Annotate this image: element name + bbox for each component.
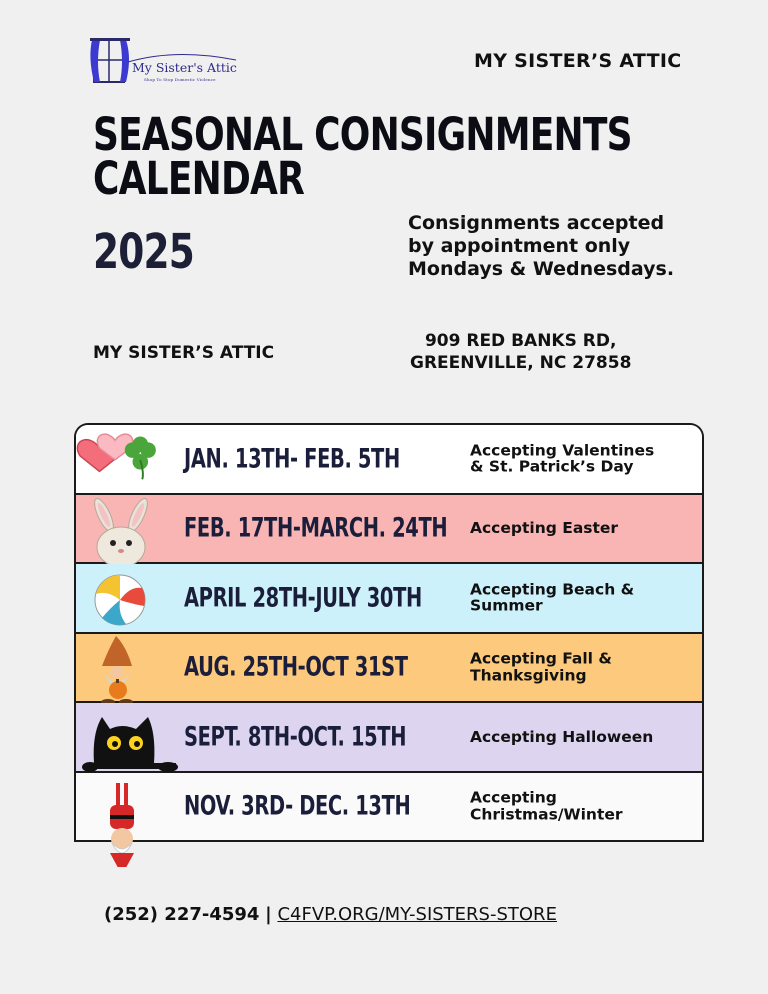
page-title <box>93 108 632 206</box>
window-curtain-icon <box>86 38 136 86</box>
category-line-1: Accepting Halloween <box>470 727 654 746</box>
category-line-1: Accepting Beach & <box>470 580 635 599</box>
appointment-note <box>408 212 674 280</box>
footer <box>104 904 557 925</box>
category-text <box>470 651 612 684</box>
note-line-1: Consignments accepted <box>408 212 665 234</box>
calendar-row-halloween <box>76 703 702 773</box>
category-line-2: Summer <box>470 596 543 615</box>
date-range: SEPT. 8TH-OCT. 15TH <box>184 721 407 753</box>
category-text <box>470 442 654 475</box>
calendar-row-fall <box>76 634 702 704</box>
category-text <box>470 729 653 745</box>
santa-icon <box>80 771 170 867</box>
phone-number[interactable]: (252) 227-4594 <box>104 904 260 925</box>
category-line-1: Accepting Fall & <box>470 649 612 668</box>
category-line-1: Accepting <box>470 788 557 807</box>
category-text <box>470 581 634 614</box>
address-line-2: GREENVILLE, NC 27858 <box>410 352 632 373</box>
black-cat-icon <box>82 703 182 775</box>
title-line-1: SEASONAL CONSIGNMENTS <box>93 108 632 161</box>
address <box>410 331 631 375</box>
consignment-calendar <box>74 423 704 842</box>
calendar-row-christmas <box>76 773 702 843</box>
beach-ball-icon <box>80 564 170 636</box>
category-line-2: Thanksgiving <box>470 666 587 685</box>
gnome-icon <box>80 630 170 706</box>
category-text <box>470 520 618 536</box>
store-name: MY SISTER’S ATTIC <box>93 343 275 363</box>
date-range: APRIL 28TH-JULY 30TH <box>184 582 422 614</box>
title-line-2: CALENDAR <box>93 152 305 206</box>
category-line-1: Accepting Valentines <box>470 441 655 460</box>
note-line-2: by appointment only <box>408 234 631 257</box>
calendar-row-summer <box>76 564 702 634</box>
date-range: NOV. 3RD- DEC. 13TH <box>184 790 411 822</box>
logo <box>86 38 246 86</box>
logo-tagline: Shop To Stop Domestic Violence <box>144 77 216 82</box>
year: 2025 <box>93 224 195 280</box>
bunny-icon <box>80 495 170 567</box>
brand-top: MY SISTER’S ATTIC <box>474 50 682 72</box>
date-range: FEB. 17TH-MARCH. 24TH <box>184 512 448 544</box>
date-range: JAN. 13TH- FEB. 5TH <box>184 443 400 475</box>
category-text <box>470 790 623 823</box>
logo-name: My Sister's Attic <box>132 60 237 75</box>
category-line-1: Accepting Easter <box>470 519 619 538</box>
note-line-3: Mondays & Wednesdays. <box>408 257 675 280</box>
calendar-row-easter <box>76 495 702 565</box>
hearts-shamrock-icon <box>68 419 164 489</box>
website-link[interactable]: C4FVP.ORG/MY-SISTERS-STORE <box>277 904 557 925</box>
date-range: AUG. 25TH-OCT 31ST <box>184 651 408 683</box>
category-line-2: Christmas/Winter <box>470 805 623 824</box>
address-line-1: 909 RED BANKS RD, <box>424 331 617 351</box>
calendar-row-valentines <box>76 425 702 495</box>
category-line-2: & St. Patrick’s Day <box>470 457 634 476</box>
footer-separator: | <box>265 904 272 925</box>
